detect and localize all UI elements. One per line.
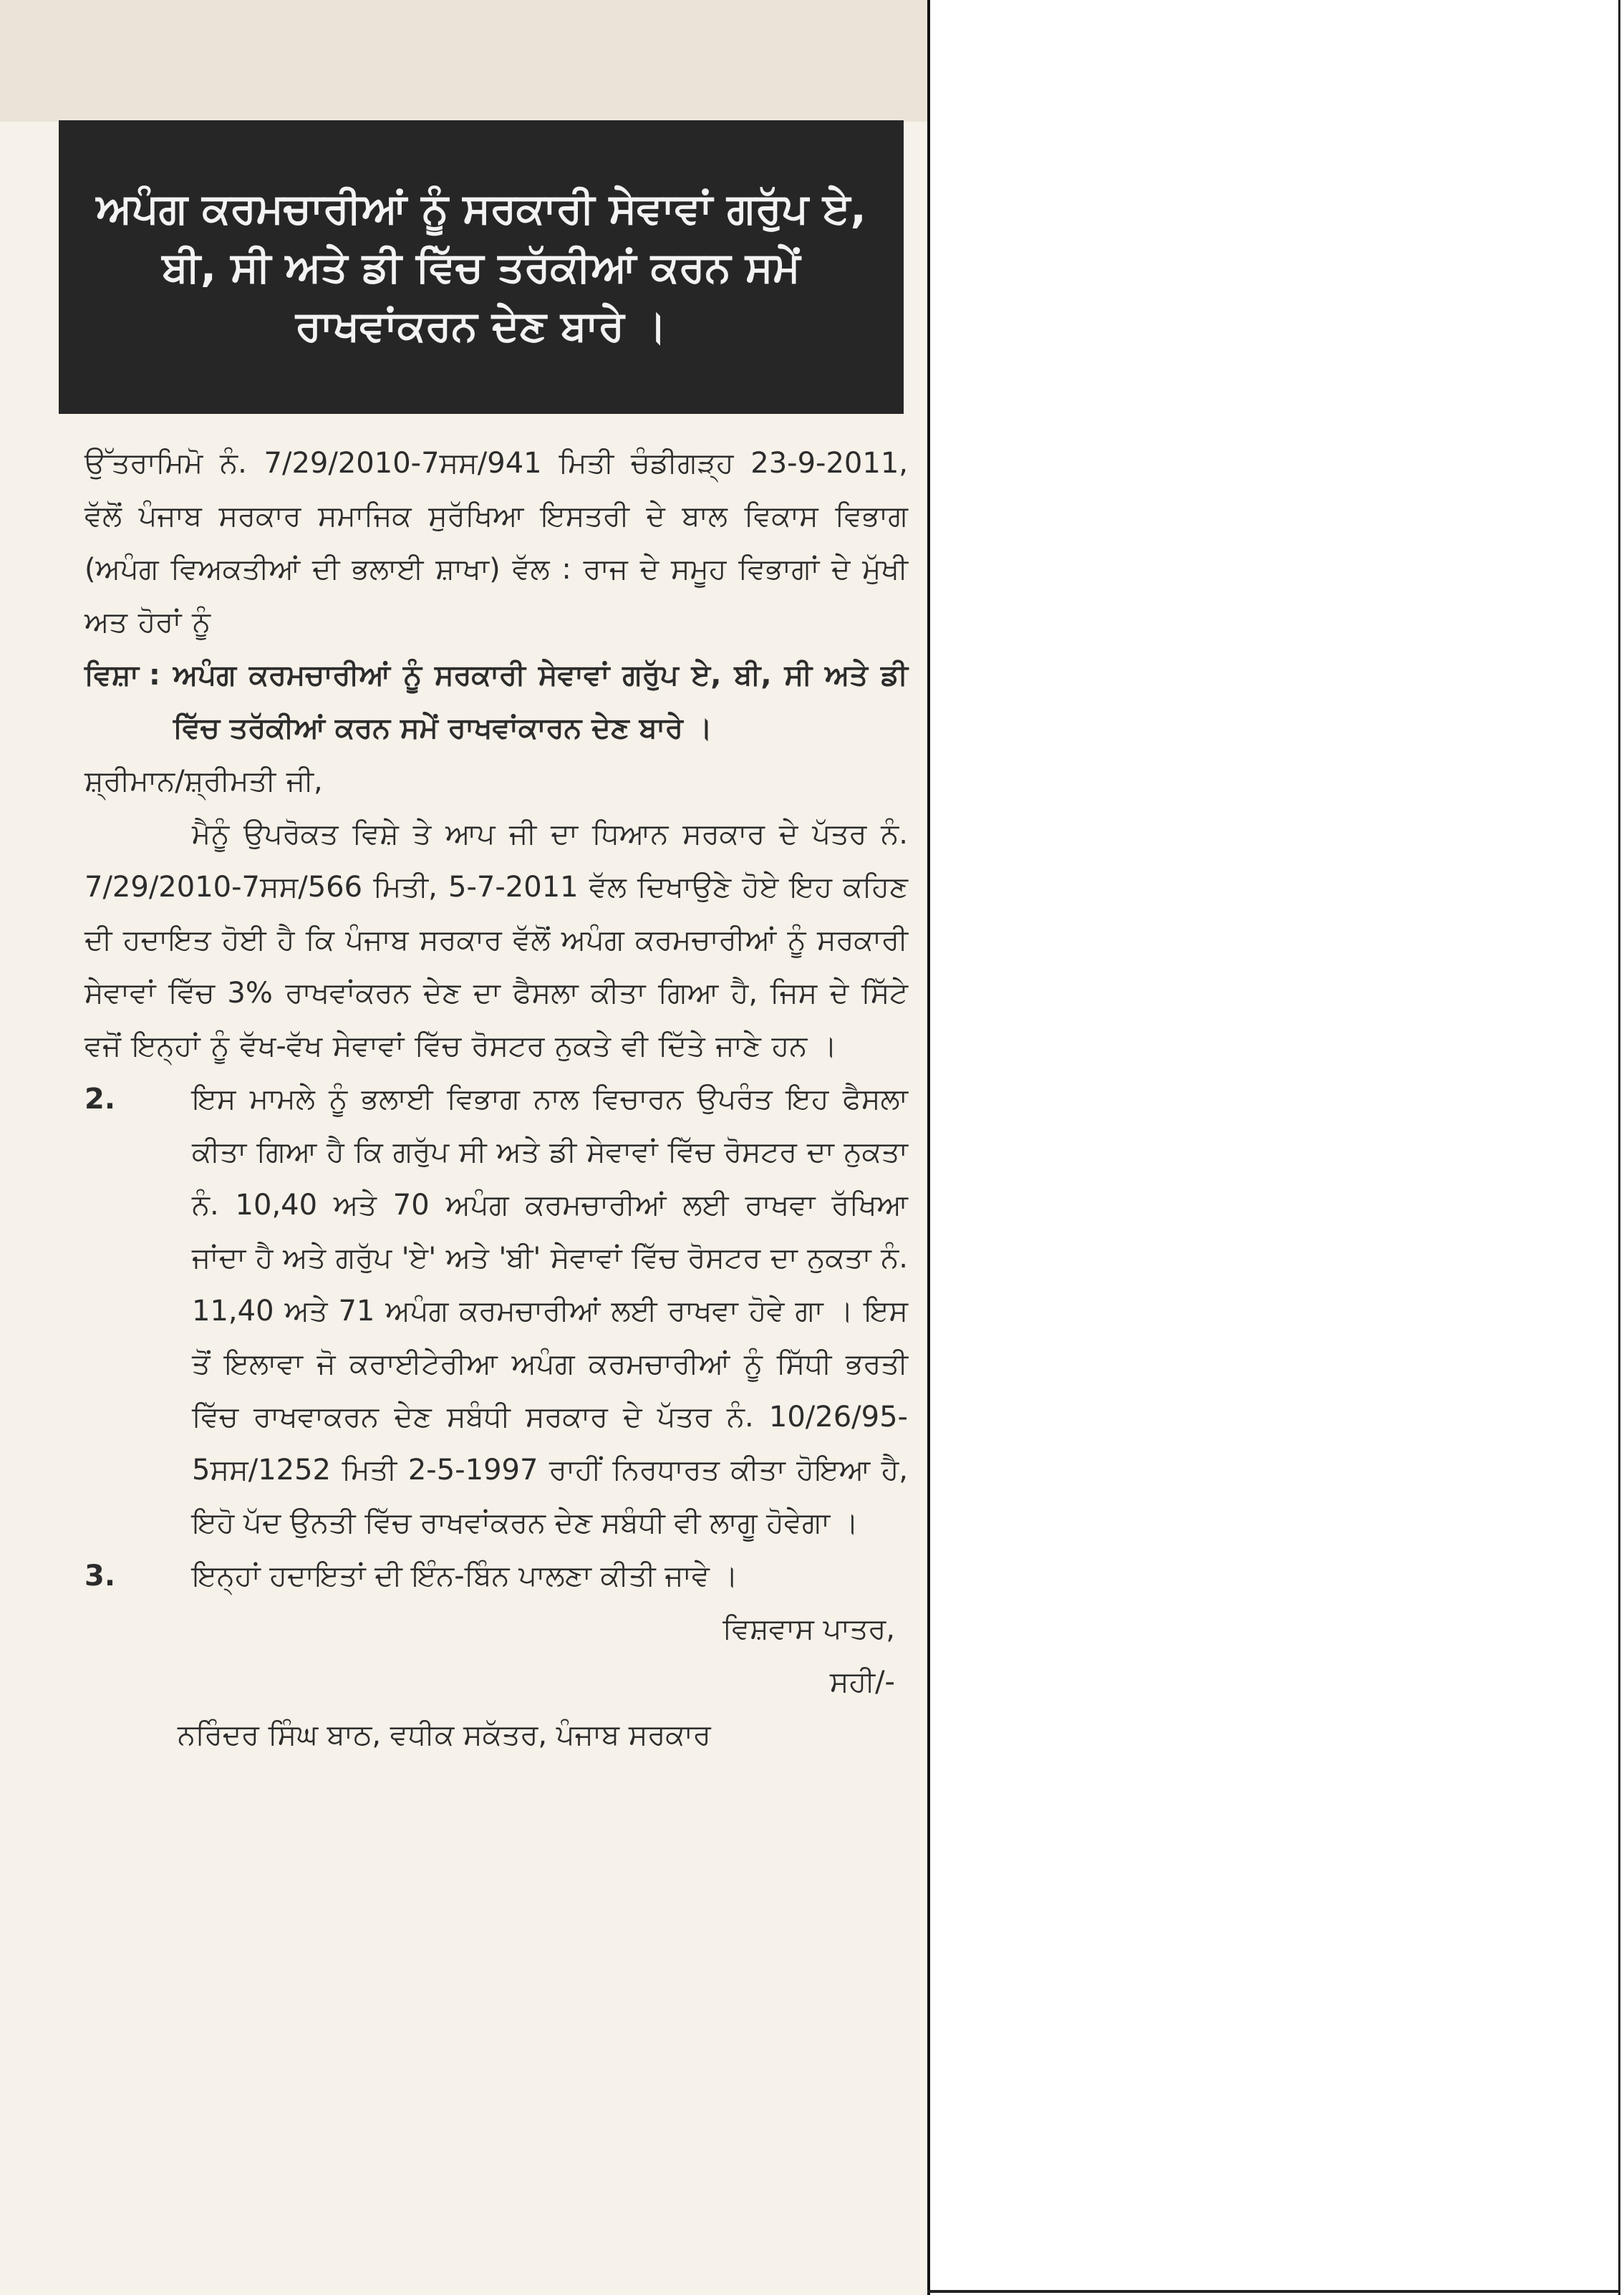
signatory-line: ਨਰਿੰਦਰ ਸਿੰਘ ਬਾਠ, ਵਧੀਕ ਸਕੱਤਰ, ਪੰਜਾਬ ਸਰਕਾਰ — [178, 1719, 711, 1752]
signed-mark: ਸਹੀ/- — [829, 1666, 895, 1699]
salutation: ਸ਼੍ਰੀਮਾਨ/ਸ਼੍ਰੀਮਤੀ ਜੀ, — [84, 765, 323, 798]
paragraph-1: ਮੈਨੂੰ ਉਪਰੋਕਤ ਵਿਸ਼ੇ ਤੇ ਆਪ ਜੀ ਦਾ ਧਿਆਨ ਸਰਕਾਰ ਦੇ ਪੱਤਰ ਨੰ. 7/29/2010-7ਸਸ/566 ਮਿਤੀ, 5-7-2011 ਵੱਲ ਦਿਖਾਉਣੇ ਹੋਏ ਇਹ ਕਹਿਣ ਦੀ ਹਦਾਇਤ ਹੋਈ ਹੈ ਕਿ ਪੰਜਾਬ ਸਰਕਾਰ ਵੱਲੋਂ ਅਪੰਗ ਕਰਮਚਾਰੀਆਂ ਨੂੰ ਸਰਕਾਰੀ ਸੇਵਾਵਾਂ ਵਿੱਚ 3% ਰਾਖਵਾਂਕਰਨ ਦੇਣ ਦਾ ਫੈਸਲਾ ਕੀਤਾ ਗਿਆ ਹੈ, ਜਿਸ ਦੇ ਸਿੱਟੇ ਵਜੋਂ ਇਨ੍ਹਾਂ ਨੂੰ ਵੱਖ-ਵੱਖ ਸੇਵਾਵਾਂ ਵਿੱਚ ਰੋਸਟਰ ਨੁਕਤੇ ਵੀ ਦਿੱਤੇ ਜਾਣੇ ਹਨ । — [84, 818, 908, 1063]
article-body — [84, 437, 908, 1762]
subject-line — [84, 649, 908, 755]
headline-banner — [59, 120, 904, 414]
paragraph-3-text: ਇਨ੍ਹਾਂ ਹਦਾਇਤਾਂ ਦੀ ਇੰਨ-ਬਿੰਨ ਪਾਲਣਾ ਕੀਤੀ ਜਾਵੇ । — [192, 1560, 738, 1593]
intro-paragraph: ਉੱਤਰਾਮਿਮੋ ਨੰ. 7/29/2010-7ਸਸ/941 ਮਿਤੀ ਚੰਡੀਗੜ੍ਹ 23-9-2011, ਵੱਲੋਂ ਪੰਜਾਬ ਸਰਕਾਰ ਸਮਾਜਿਕ ਸੁਰੱਖਿਆ ਇਸਤਰੀ ਦੇ ਬਾਲ ਵਿਕਾਸ ਵਿਭਾਗ (ਅਪੰਗ ਵਿਅਕਤੀਆਂ ਦੀ ਭਲਾਈ ਸ਼ਾਖਾ) ਵੱਲ : ਰਾਜ ਦੇ ਸਮੂਹ ਵਿਭਾਗਾਂ ਦੇ ਮੁੱਖੀ ਅਤ ਹੋਰਾਂ ਨੂੰ — [84, 447, 908, 639]
paragraph-2-text: ਇਸ ਮਾਮਲੇ ਨੂੰ ਭਲਾਈ ਵਿਭਾਗ ਨਾਲ ਵਿਚਾਰਨ ਉਪਰੰਤ ਇਹ ਫੈਸਲਾ ਕੀਤਾ ਗਿਆ ਹੈ ਕਿ ਗਰੁੱਪ ਸੀ ਅਤੇ ਡੀ ਸੇਵਾਵਾਂ ਵਿੱਚ ਰੋਸਟਰ ਦਾ ਨੁਕਤਾ ਨੰ. 10,40 ਅਤੇ 70 ਅਪੰਗ ਕਰਮਚਾਰੀਆਂ ਲਈ ਰਾਖਵਾ ਰੱਖਿਆ ਜਾਂਦਾ ਹੈ ਅਤੇ ਗਰੁੱਪ 'ਏ' ਅਤੇ 'ਬੀ' ਸੇਵਾਵਾਂ ਵਿੱਚ ਰੋਸਟਰ ਦਾ ਨੁਕਤਾ ਨੰ. 11,40 ਅਤੇ 71 ਅਪੰਗ ਕਰਮਚਾਰੀਆਂ ਲਈ ਰਾਖਵਾ ਹੋਵੇ ਗਾ । ਇਸ ਤੋਂ ਇਲਾਵਾ ਜੋ ਕਰਾਈਟੇਰੀਆ ਅਪੰਗ ਕਰਮਚਾਰੀਆਂ ਨੂੰ ਸਿੱਧੀ ਭਰਤੀ ਵਿੱਚ ਰਾਖਵਾਕਰਨ ਦੇਣ ਸਬੰਧੀ ਸਰਕਾਰ ਦੇ ਪੱਤਰ ਨੰ. 10/26/95-5ਸਸ/1252 ਮਿਤੀ 2-5-1997 ਰਾਹੀਂ ਨਿਰਧਾਰਤ ਕੀਤਾ ਹੋਇਆ ਹੈ, ਇਹੋ ਪੱਦ ਉਨਤੀ ਵਿੱਚ ਰਾਖਵਾਂਕਰਨ ਦੇਣ ਸਬੰਧੀ ਵੀ ਲਾਗੂ ਹੋਵੇਗਾ । — [192, 1083, 908, 1540]
column-divider — [927, 0, 930, 2295]
page-bottom-border — [927, 2290, 1620, 2293]
paragraph-2-number: 2. — [84, 1083, 116, 1116]
clipping-top-margin — [0, 0, 927, 122]
headline-title: ਅਪੰਗ ਕਰਮਚਾਰੀਆਂ ਨੂੰ ਸਰਕਾਰੀ ਸੇਵਾਵਾਂ ਗਰੁੱਪ ਏ, ਬੀ, ਸੀ ਅਤੇ ਡੀ ਵਿੱਚ ਤਰੱਕੀਆਂ ਕਰਨ ਸਮੇਂ ਰਾਖਵਾਂਕਰਨ ਦੇਣ ਬਾਰੇ । — [96, 184, 866, 350]
paragraph-3 — [84, 1550, 908, 1603]
subject-text: ਅਪੰਗ ਕਰਮਚਾਰੀਆਂ ਨੂੰ ਸਰਕਾਰੀ ਸੇਵਾਵਾਂ ਗਰੁੱਪ ਏ, ਬੀ, ਸੀ ਅਤੇ ਡੀ ਵਿੱਚ ਤਰੱਕੀਆਂ ਕਰਨ ਸਮੇਂ ਰਾਖਵਾਂਕਾਰਨ ਦੇਣ ਬਾਰੇ । — [173, 659, 908, 745]
closing-line: ਵਿਸ਼ਵਾਸ ਪਾਤਰ, — [722, 1613, 895, 1646]
page-right-border — [1618, 0, 1620, 2295]
paragraph-3-number: 3. — [84, 1560, 116, 1593]
paragraph-2 — [84, 1073, 908, 1550]
subject-label: ਵਿਸ਼ਾ : — [84, 659, 160, 692]
